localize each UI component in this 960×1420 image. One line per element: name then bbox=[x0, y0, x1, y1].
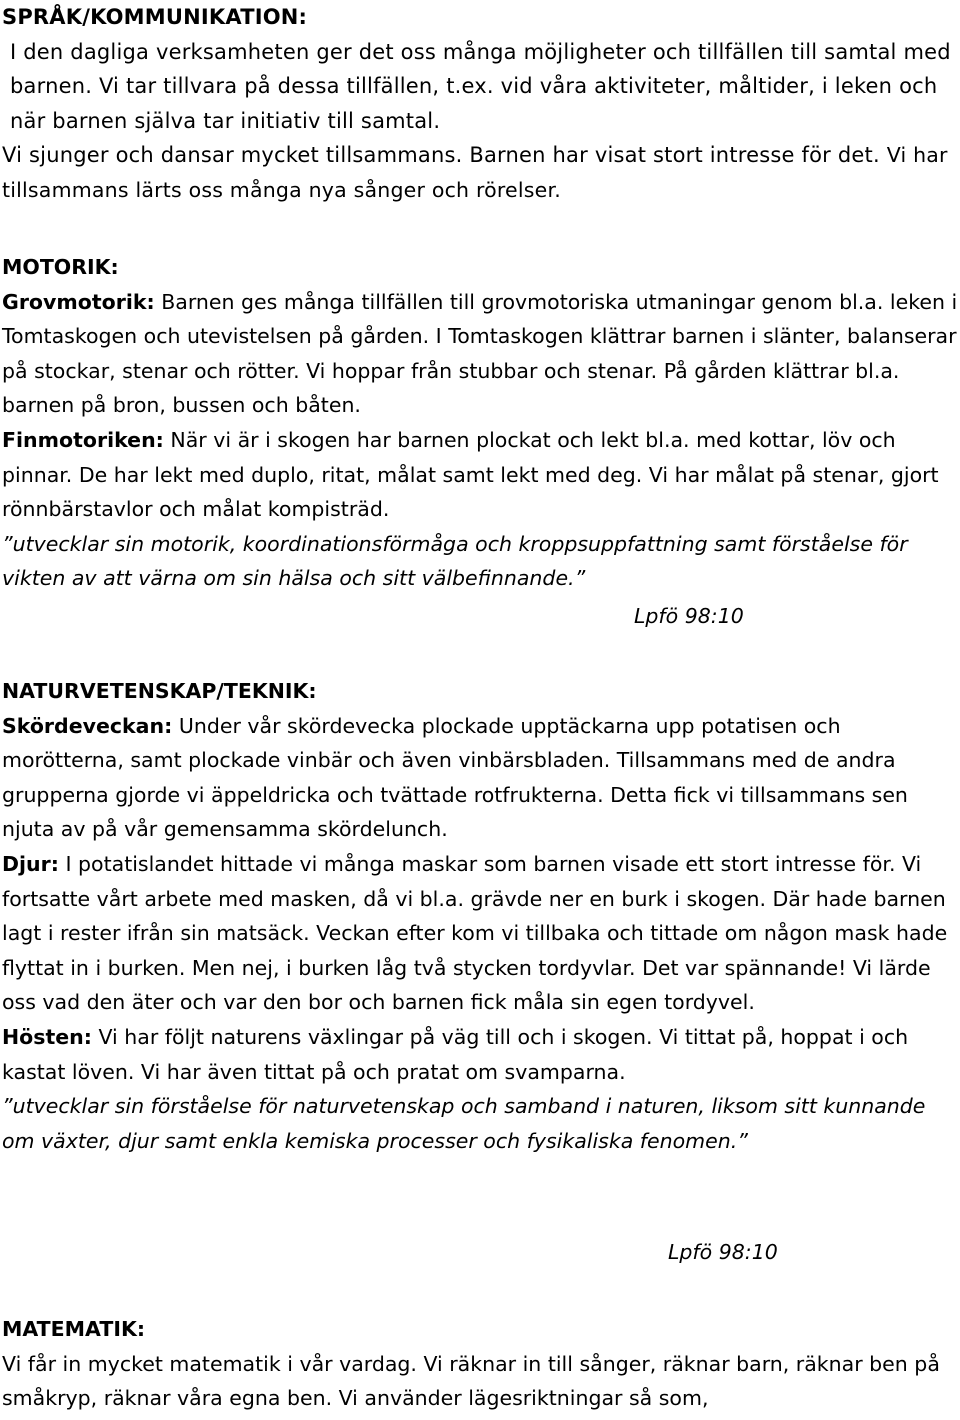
paragraph-grovmotorik bbox=[2, 285, 958, 423]
label-hosten: Hösten: bbox=[2, 1024, 92, 1049]
section-heading-motorik: MOTORIK: bbox=[2, 255, 119, 279]
text-grovmotorik: Barnen ges många tillfällen till grovmotoriska utmaningar genom bl.a. leken i Tomtaskogen och utevistelsen på gården. I Tomtaskogen klättrar barnen i slänter, balanserar på stockar, stenar och rötter. Vi hoppar från stubbar och stenar. På gården klättrar bl.a. barnen på bron, bussen och båten. bbox=[2, 289, 958, 418]
sentence-sprak-2b: Vi har tillsammans lärts oss många nya sånger och rörelser. bbox=[2, 143, 948, 202]
paragraph-matematik: Vi får in mycket matematik i vår vardag. Vi räknar in till sånger, räknar barn, räknar ben på småkryp, räknar våra egna ben. Vi använder lägesriktningar så som, bbox=[2, 1351, 940, 1411]
label-djur: Djur: bbox=[2, 851, 59, 876]
section-matematik bbox=[2, 1312, 958, 1416]
paragraph-hosten bbox=[2, 1020, 958, 1089]
text-skordeveckan: Under vår skördevecka plockade upptäckarna upp potatisen och morötterna, samt plockade vinbär och även vinbärsbladen. Tillsammans med de andra grupperna gjorde vi äppeldricka och tvättade rotfrukterna. Detta fick vi tillsammans sen njuta av på vår gemensamma skördelunch. bbox=[2, 713, 908, 842]
section-heading-matematik: MATEMATIK: bbox=[2, 1317, 146, 1341]
quote-natur: ”utvecklar sin förståelse för naturvetenskap och samband i naturen, liksom sitt kunnande om växter, djur samt enkla kemiska processer och fysikaliska fenomen.” bbox=[2, 1094, 926, 1153]
sentence-sprak-2a: Vi sjunger och dansar mycket tillsammans. Barnen har visat stort intresse för det. bbox=[2, 143, 880, 167]
text-djur: I potatislandet hittade vi många maskar som barnen visade ett stort intresse för. Vi fortsatte vårt arbete med masken, då vi bl.a. grävde ner en burk i skogen. Där hade barnen lagt i rester ifrån sin matsäck. Veckan efter kom vi tillbaka och tittade om någon mask hade flyttat in i burken. Men nej, i burken låg två stycken tordyvlar. Det var spännande! Vi lärde oss vad den äter och var den bor och barnen fick måla sin egen tordyvel. bbox=[2, 851, 948, 1015]
text-hosten: Vi har följt naturens växlingar på väg till och i skogen. Vi tittat på, hoppat i och kastat löven. Vi har även tittat på och pratat om svamparna. bbox=[2, 1024, 909, 1084]
text-finmotorik: När vi är i skogen har barnen plockat och lekt bl.a. med kottar, löv och pinnar. De har lekt med duplo, ritat, målat samt lekt med deg. Vi har målat på stenar, gjort rönnbärstavlor och målat kompisträd. bbox=[2, 427, 939, 522]
paragraph-skordeveckan bbox=[2, 709, 958, 847]
label-finmotorik: Finmotoriken: bbox=[2, 427, 164, 452]
paragraph-sprak-2 bbox=[2, 138, 958, 207]
label-grovmotorik: Grovmotorik: bbox=[2, 289, 155, 314]
paragraph-finmotorik bbox=[2, 423, 958, 527]
section-heading-natur: NATURVETENSKAP/TEKNIK: bbox=[2, 679, 317, 703]
section-heading-sprak: SPRÅK/KOMMUNIKATION: bbox=[2, 5, 308, 29]
quote-motorik: ”utvecklar sin motorik, koordinationsförmåga och kroppsuppfattning samt förståelse för vikten av att värna om sin hälsa och sitt välbefinnande.” bbox=[2, 531, 908, 591]
section-natur bbox=[2, 674, 958, 1158]
reference-natur: Lpfö 98:10 bbox=[668, 1240, 778, 1264]
paragraph-sprak-1: I den dagliga verksamheten ger det oss många möjligheter och tillfällen till samtal med barnen. Vi tar tillvara på dessa tillfällen, t.ex. vid våra aktiviteter, måltider, i leken och när barnen själva tar initiativ till samtal. bbox=[10, 39, 951, 133]
section-motorik bbox=[2, 250, 958, 596]
section-sprak bbox=[2, 0, 958, 207]
paragraph-djur bbox=[2, 847, 958, 1020]
label-skordeveckan: Skördeveckan: bbox=[2, 713, 173, 738]
reference-motorik: Lpfö 98:10 bbox=[634, 604, 744, 628]
